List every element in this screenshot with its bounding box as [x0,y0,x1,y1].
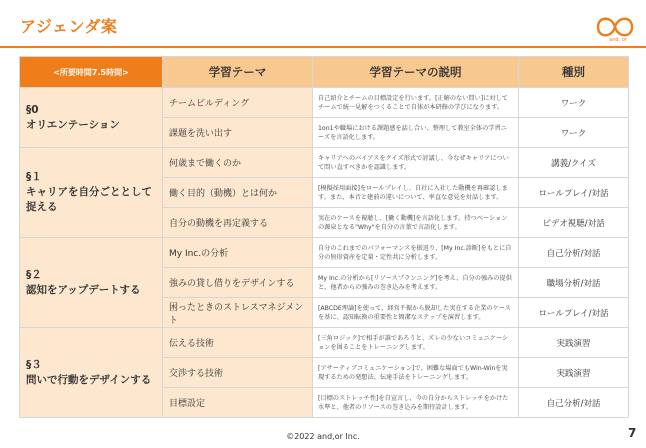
topic-cell: My Inc.の分析 [163,238,313,268]
description-cell: [目標のストレッチ性]を自宣言し、今の自分からストレッチをかけた水準と、他者のリソースの巻き込みを期待設計します。 [313,388,519,418]
topic-cell: 交渉する技術 [163,358,313,388]
footer-copyright: ©2022 and,or Inc. [286,432,360,441]
table-row [20,238,629,268]
description-cell: [模擬採用面接]をロールプレイし、自社に入社した動機を再確認します。また、本音と建前の違いについて、率直な意見を対話します。 [313,178,519,208]
description-cell: [アサーティブコミュニケーション]で、困難な場面でもWin-Winを実現するための発想法、伝達手法をトレーニングします。 [313,358,519,388]
description-cell: [ABCDE理論]を使って、経営不振から脱却した実在する企業のケースを基に、認知転換の重要性と簡潔なステップを演習します。 [313,298,519,328]
section-label [20,88,163,148]
type-cell: ビデオ視聴/対話 [519,208,629,238]
table-row [20,148,629,178]
type-cell: 実践演習 [519,328,629,358]
page-number: 7 [628,426,637,440]
logo-text: and, or [609,37,627,43]
description-cell: キャリアへのバイアスをクイズ形式で討議し、今なぜキャリアについて問い直すべきかを認識します。 [313,148,519,178]
slide-title: アジェンダ案 [20,17,118,36]
section-label [20,148,163,238]
type-cell: 職場分析/対話 [519,268,629,298]
type-cell: 自己分析/対話 [519,388,629,418]
description-cell: 自分のこれまでのパフォーマンスを振返り、[My Inc.診断]をもとに自分の無形資産を定量・定性共に分析します。 [313,238,519,268]
description-cell: My Inc.の分析から[リソースプランニング]を考え、自分の強みの提供と、他者からの強みの巻き込みを考えます。 [313,268,519,298]
header-theme: 学習テーマ [163,57,313,88]
section-label [20,238,163,328]
header-description: 学習テーマの説明 [313,57,519,88]
table-row [20,328,629,358]
table-row [20,88,629,118]
topic-cell: 強みの貸し借りをデザインする [163,268,313,298]
topic-cell: 目標設定 [163,388,313,418]
type-cell: 自己分析/対話 [519,238,629,268]
type-cell: ワーク [519,118,629,148]
topic-cell: チームビルディング [163,88,313,118]
header-duration: <所要時間7.5時間> [20,57,163,88]
agenda-table [19,56,629,418]
topic-cell: 課題を洗い出す [163,118,313,148]
description-cell: 1on1や職場における課題感を話し合い、整理して教室全体の学習ニーズを言語化します。 [313,118,519,148]
title-rule [0,46,646,48]
description-cell: 自己紹介とチームの目標設定を行います。[正解のない問い]に対してチームで統一見解をつくることで自体が本研修の学びになります。 [313,88,519,118]
section-text: §２ 認知をアップデートする [26,268,141,296]
section-text: §３ 問いで行動をデザインする [26,358,152,386]
type-cell: ロールプレイ/対話 [519,178,629,208]
header-type: 種別 [519,57,629,88]
description-cell: [三角ロジック]で相手が誰であろうと、ズレの少ないコミュニケーションを図ることをトレーニングします。 [313,328,519,358]
type-cell: ロールプレイ/対話 [519,298,629,328]
topic-cell: 働く目的（動機）とは何か [163,178,313,208]
topic-cell: 伝える技術 [163,328,313,358]
section-number: §0 オリエンテーション [26,103,120,131]
section-text: §１ キャリアを自分ごととして捉える [26,171,152,213]
section-label [20,328,163,418]
table-header-row [20,57,629,88]
type-cell: ワーク [519,88,629,118]
description-cell: 実在のケースを視聴し、[働く動機]を言語化します。持つベーションの源泉となる"Why"を自分の言葉で言語化します。 [313,208,519,238]
type-cell: 実践演習 [519,358,629,388]
type-cell: 講義/クイズ [519,148,629,178]
topic-cell: 困ったときのストレスマネジメント [163,298,313,328]
topic-cell: 何歳まで働くのか [163,148,313,178]
topic-cell: 自分の動機を再定義する [163,208,313,238]
